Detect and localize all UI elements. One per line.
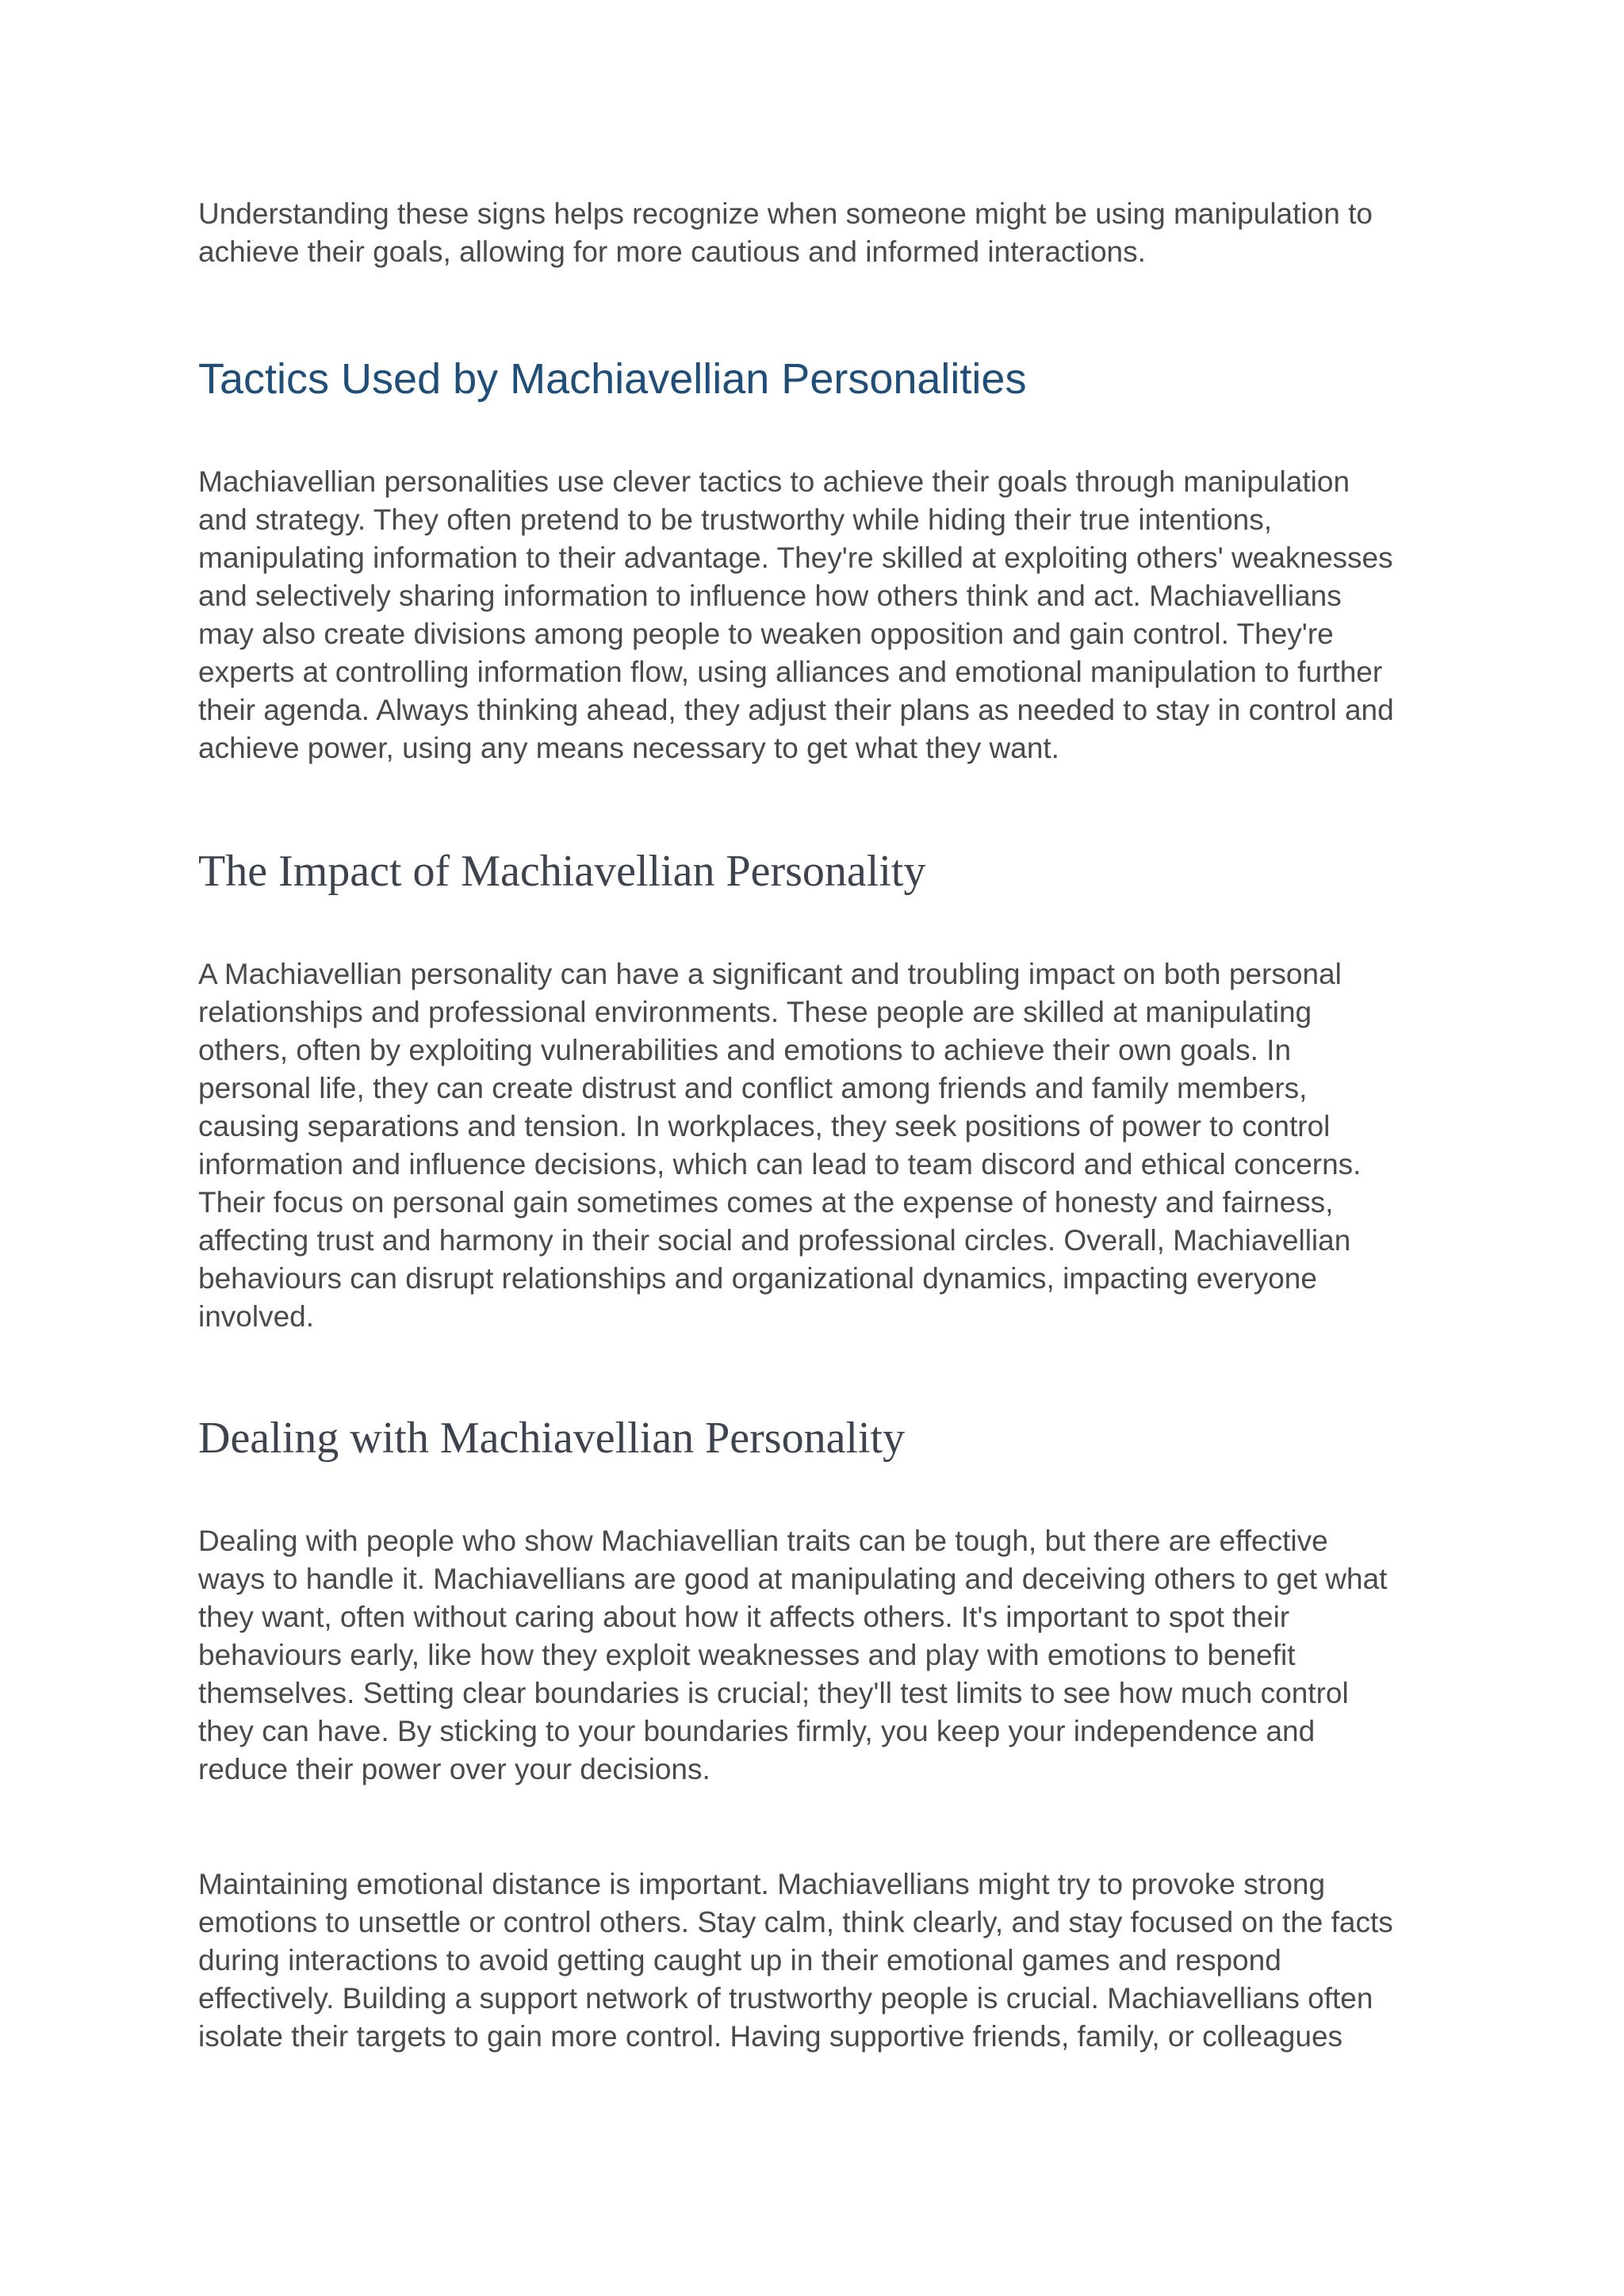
text-line: involved. [198, 1300, 315, 1333]
dealing-paragraph-2 [198, 1866, 1467, 2056]
text-line: personal life, they can create distrust and conflict among friends and family members, [198, 1072, 1308, 1104]
text-line: they want, often without caring about how it affects others. It's important to spot their [198, 1601, 1290, 1633]
dealing-paragraph-1 [198, 1522, 1467, 1789]
text-line: isolate their targets to gain more control. Having supportive friends, family, or colleagues [198, 2020, 1343, 2053]
text-line: Maintaining emotional distance is important. Machiavellians might try to provoke strong [198, 1868, 1326, 1900]
text-line: manipulating information to their advantage. They're skilled at exploiting others' weaknesses [198, 541, 1393, 574]
text-line: behaviours can disrupt relationships and organizational dynamics, impacting everyone [198, 1262, 1317, 1295]
text-line: and strategy. They often pretend to be trustworthy while hiding their true intentions, [198, 503, 1273, 536]
text-line: behaviours early, like how they exploit weaknesses and play with emotions to benefit [198, 1639, 1296, 1671]
text-line: achieve their goals, allowing for more cautious and informed interactions. [198, 235, 1146, 268]
impact-paragraph [198, 955, 1467, 1336]
intro-paragraph [198, 195, 1467, 271]
heading-dealing: Dealing with Machiavellian Personality [198, 1414, 906, 1463]
tactics-paragraph [198, 463, 1467, 767]
text-line: during interactions to avoid getting caught up in their emotional games and respond [198, 1944, 1281, 1976]
text-line: Understanding these signs helps recognize when someone might be using manipulation to [198, 197, 1373, 230]
text-line: Dealing with people who show Machiavellian traits can be tough, but there are effective [198, 1525, 1328, 1557]
text-line: their agenda. Always thinking ahead, they adjust their plans as needed to stay in control and [198, 694, 1394, 726]
text-line: others, often by exploiting vulnerabilities and emotions to achieve their own goals. In [198, 1034, 1292, 1066]
text-line: affecting trust and harmony in their social and professional circles. Overall, Machiavellian [198, 1224, 1351, 1257]
text-line: ways to handle it. Machiavellians are good at manipulating and deceiving others to get what [198, 1563, 1388, 1595]
text-line: relationships and professional environments. These people are skilled at manipulating [198, 996, 1312, 1028]
text-line: Machiavellian personalities use clever tactics to achieve their goals through manipulation [198, 465, 1350, 498]
text-line: emotions to unsettle or control others. Stay calm, think clearly, and stay focused on the facts [198, 1906, 1393, 1938]
text-line: effectively. Building a support network of trustworthy people is crucial. Machiavellians often [198, 1982, 1373, 2015]
text-line: causing separations and tension. In workplaces, they seek positions of power to control [198, 1110, 1331, 1142]
text-line: and selectively sharing information to influence how others think and act. Machiavellians [198, 580, 1342, 612]
heading-impact: The Impact of Machiavellian Personality [198, 847, 926, 896]
text-line: achieve power, using any means necessary to get what they want. [198, 732, 1059, 764]
text-line: Their focus on personal gain sometimes comes at the expense of honesty and fairness, [198, 1186, 1334, 1219]
heading-tactics: Tactics Used by Machiavellian Personalities [198, 355, 1027, 403]
text-line: A Machiavellian personality can have a significant and troubling impact on both personal [198, 958, 1342, 990]
text-line: experts at controlling information flow, using alliances and emotional manipulation to further [198, 656, 1383, 688]
text-line: may also create divisions among people to weaken opposition and gain control. They're [198, 618, 1334, 650]
text-line: themselves. Setting clear boundaries is crucial; they'll test limits to see how much control [198, 1677, 1349, 1709]
text-line: reduce their power over your decisions. [198, 1753, 710, 1785]
text-line: they can have. By sticking to your boundaries firmly, you keep your independence and [198, 1715, 1316, 1747]
text-line: information and influence decisions, which can lead to team discord and ethical concerns. [198, 1148, 1362, 1181]
